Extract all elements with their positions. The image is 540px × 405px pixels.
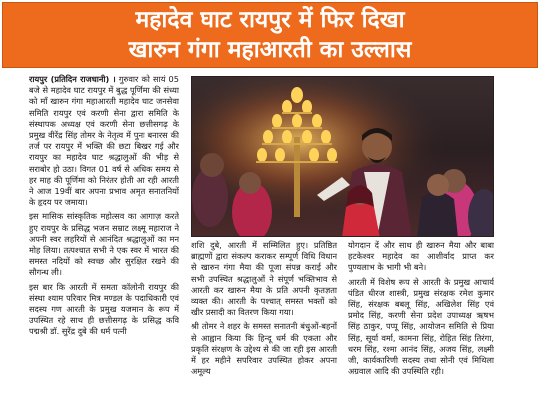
- article-column-2: [191, 240, 337, 402]
- news-photo: [191, 76, 494, 237]
- article-paragraph: इस मासिक सांस्कृतिक महोत्सव का आगाज़ करते हुए रायपुर के प्रसिद्ध भजन सम्राट लक्ष्मू महाराज ने अपनी स्वर लहरियों से आनंदित श्रद्धालुओं का मन मोह लिया। तत्पश्चात सभी ने एक स्वर में भारत की समस्त नदियों को स्वच्छ और सुरक्षित रखने की सौगन्ध ली।: [29, 211, 179, 278]
- article-paragraph: इस बार कि आरती में समता कॉलोनी रायपुर की संस्था श्याम परिवार मित्र मण्डल के पदाधिकारी एवं सदस्य गण आरती के प्रमुख यजमान के रूप में उपस्थित रहे साथ ही छत्तीसगढ़ के प्रसिद्ध कवि पद्मश्री डॉ. सुरेंद्र दुबे की धर्म पत्नी: [29, 281, 179, 337]
- headline-banner: [2, 2, 538, 68]
- headline-line-1: महादेव घाट रायपुर में फिर दिखा: [135, 7, 405, 33]
- article-paragraph: आरती में विशेष रूप से आरती के प्रमुख आचार्य पंडित धीरज शास्त्री, प्रमुख संरक्षक रमेश कुमार सिंह, संरक्षक बबलू सिंह, अखिलेश सिंह एवं प्रमोद सिंह, करणी सेना प्रदेश उपाध्यक्ष ऋषभ सिंह ठाकुर, पप्पू सिंह, आयोजन समिति से प्रिया सिंह, सूर्या वर्मा, कामना सिंह, रोहित सिंह तिरंगा, धरम सिंह, रश्मा आनंद सिंह, अजय सिंह, लक्ष्मी जी, कार्यकारिणी सदस्य तथा सोनी एवं मिथिला अग्रवाल आदि की उपस्थिति रही।: [348, 276, 494, 377]
- article-paragraph: श्री तोमर ने शहर के समस्त सनातनी बंधुओं-बहनों से आह्वान किया कि हिन्दू धर्म की एकता और प्रकृति संरक्षण के उद्देश्य से की जा रही इस आरती में हर महीने सपरिवार उपस्थित होकर अपना अमूल्य: [191, 321, 337, 377]
- paragraph-text: गुरुवार को सायं 05 बजे से महादेव घाट रायपुर में बुद्ध पूर्णिमा की संध्या को माँ खारुन गंगा महाआरती महादेव घाट जनसेवा समिति रायपुर एवं करणी सेना द्वारा समिति के संस्थापक अध्यक्ष एवं करणी सेना छत्तीसगढ़ के प्रमुख वीरेंद्र सिंह तोमर के नेतृत्व में पुनः बनारस की तर्ज पर रायपुर में भक्ति की छटा बिखर गई और रायपुर का महादेव घाट श्रद्धालुओं की भीड़ से सराबोर हो उठा। विगत 01 वर्ष से अधिक समय से हर माह की पूर्णिमा को निरंतर होती आ रही आरती ने आज 19वीं बार अपना प्रभाव अमृत सनातनियों के हृदय पर जमाया।: [29, 74, 179, 208]
- dateline: रायपुर (प्रतिदिन राजधानी) ।: [29, 74, 116, 84]
- headline-line-2: खारुन गंगा महाआरती का उल्लास: [128, 37, 412, 63]
- article-paragraph: शशि दुबे, आरती में सम्मिलित हुए। प्रतिष्ठित ब्राह्मणों द्वारा संकल्प कराकर सम्पूर्ण विधि विधान से खारुन गंगा मैया की पूजा संपन्न कराई और सभी उपस्थित श्रद्धालुओं ने संपूर्ण भक्तिभाव से आरती कर खारुन मैया के प्रति अपनी कृतज्ञता व्यक्त की। आरती के पश्चात् समस्त भक्तों को खीर प्रसादी का वितरण किया गया।: [191, 240, 337, 318]
- article-column-1: [29, 74, 179, 404]
- article-column-3: [348, 240, 494, 402]
- article-paragraph: [29, 74, 179, 208]
- article-paragraph: योगदान दें और साथ ही खारुन मैया और बाबा हटकेश्वर महादेव का आशीर्वाद प्राप्त कर पुण्यलाभ के भागी भी बने।: [348, 240, 494, 273]
- aarti-ceremony-image: [192, 77, 494, 237]
